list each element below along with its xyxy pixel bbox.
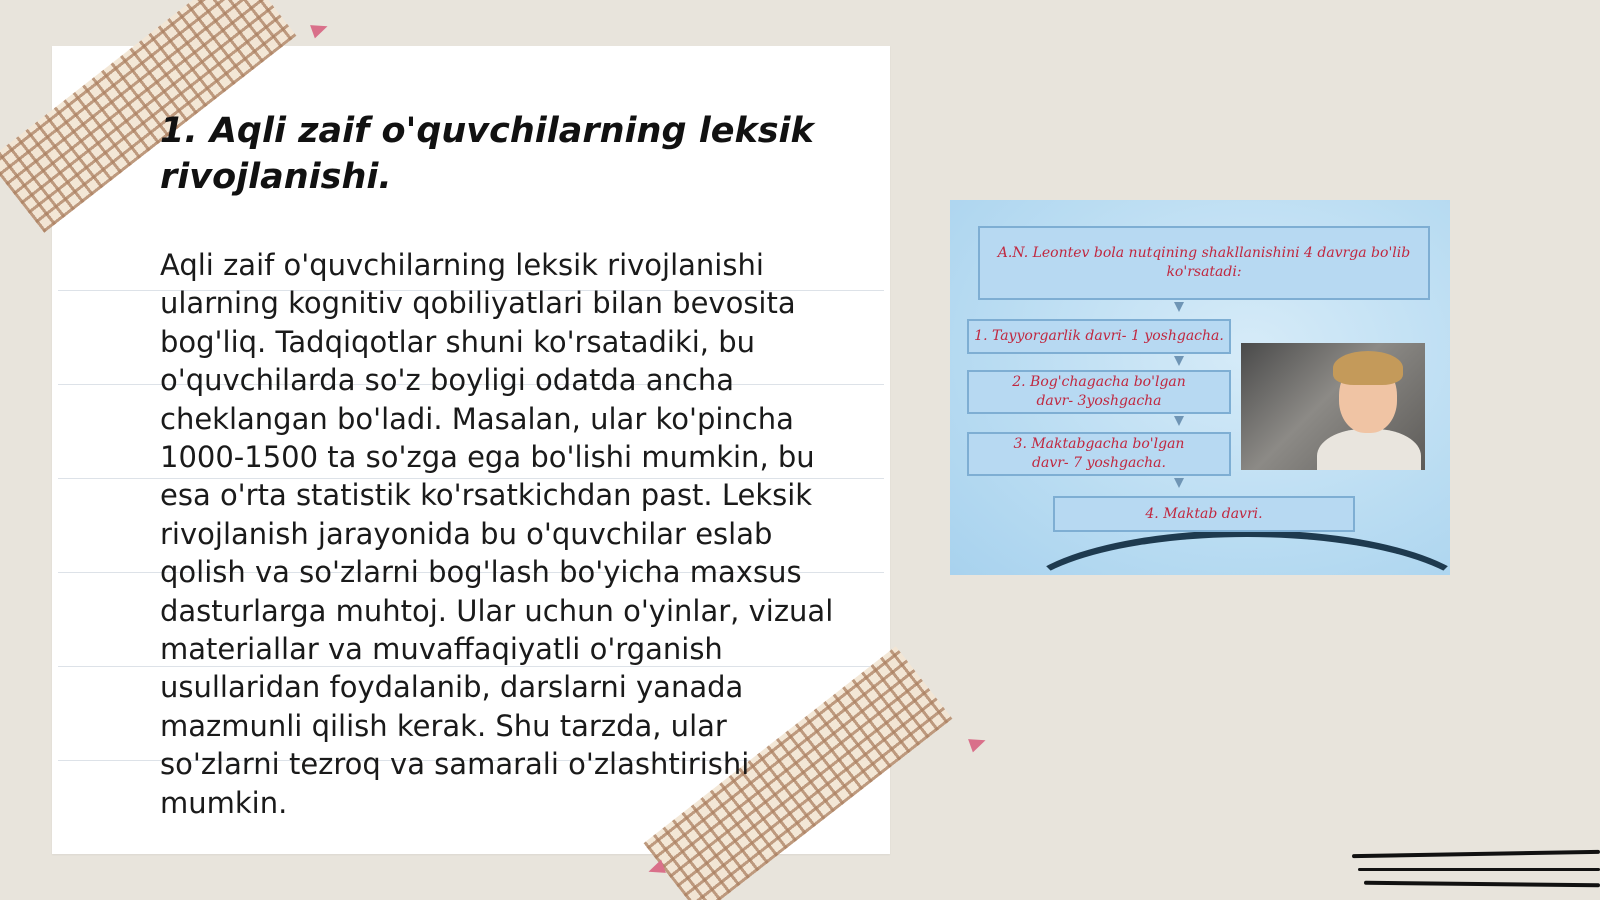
diagram-header-box: A.N. Leontev bola nutqining shakllanishini 4 davrga bo'lib ko'rsatadi: <box>978 226 1430 300</box>
child-shoulder-shape <box>1317 429 1421 470</box>
tape-tab-icon <box>310 20 330 39</box>
down-arrow-icon <box>1174 356 1184 366</box>
tape-tab-icon <box>968 734 988 753</box>
down-arrow-icon <box>1174 478 1184 488</box>
speech-development-diagram-image <box>950 200 1450 575</box>
child-photo <box>1241 343 1425 470</box>
diagram-step-2: 2. Bog'chagacha bo'lgan davr- 3yoshgacha <box>967 370 1231 414</box>
diagram-step-3: 3. Maktabgacha bo'lgan davr- 7 yoshgacha. <box>967 432 1231 476</box>
slide-body-text: Aqli zaif o'quvchilarning leksik rivojlanishi ularning kognitiv qobiliyatlari bilan bevosita bog'liq. Tadqiqotlar shuni ko'rsatadiki, bu o'quvchilarda so'z boyligi odatda ancha cheklangan bo'ladi. Masalan, ular ko'pincha 1000-1500 ta so'zga ega bo'lishi mumkin, bu esa o'rta statistik ko'rsatkichdan past. Leksik rivojlanish jarayonida bu o'quvchilar eslab qolish va so'zlarni bog'lash bo'yicha maxsus dasturlarga muhtoj. Ular uchun o'yinlar, vizual materiallar va muvaffaqiyatli o'rganish usullaridan foydalanib, darslarni yanada mazmunli qilish kerak. Shu tarzda, ular so'zlarni tezroq va samarali o'zlashtirishi mumkin. <box>160 248 834 820</box>
child-hair-shape <box>1333 351 1403 385</box>
down-arrow-icon <box>1174 416 1184 426</box>
brush-stroke-decoration <box>1358 868 1600 871</box>
down-arrow-icon <box>1174 302 1184 312</box>
slide-title: 1. Aqli zaif o'quvchilarning leksik rivojlanishi. <box>160 111 814 197</box>
brush-stroke-decoration <box>1352 850 1600 858</box>
diagram-step-4: 4. Maktab davri. <box>1053 496 1355 532</box>
decorative-arc <box>1010 530 1450 575</box>
diagram-step-1: 1. Tayyorgarlik davri- 1 yoshgacha. <box>967 319 1231 354</box>
brush-stroke-decoration <box>1364 881 1600 887</box>
